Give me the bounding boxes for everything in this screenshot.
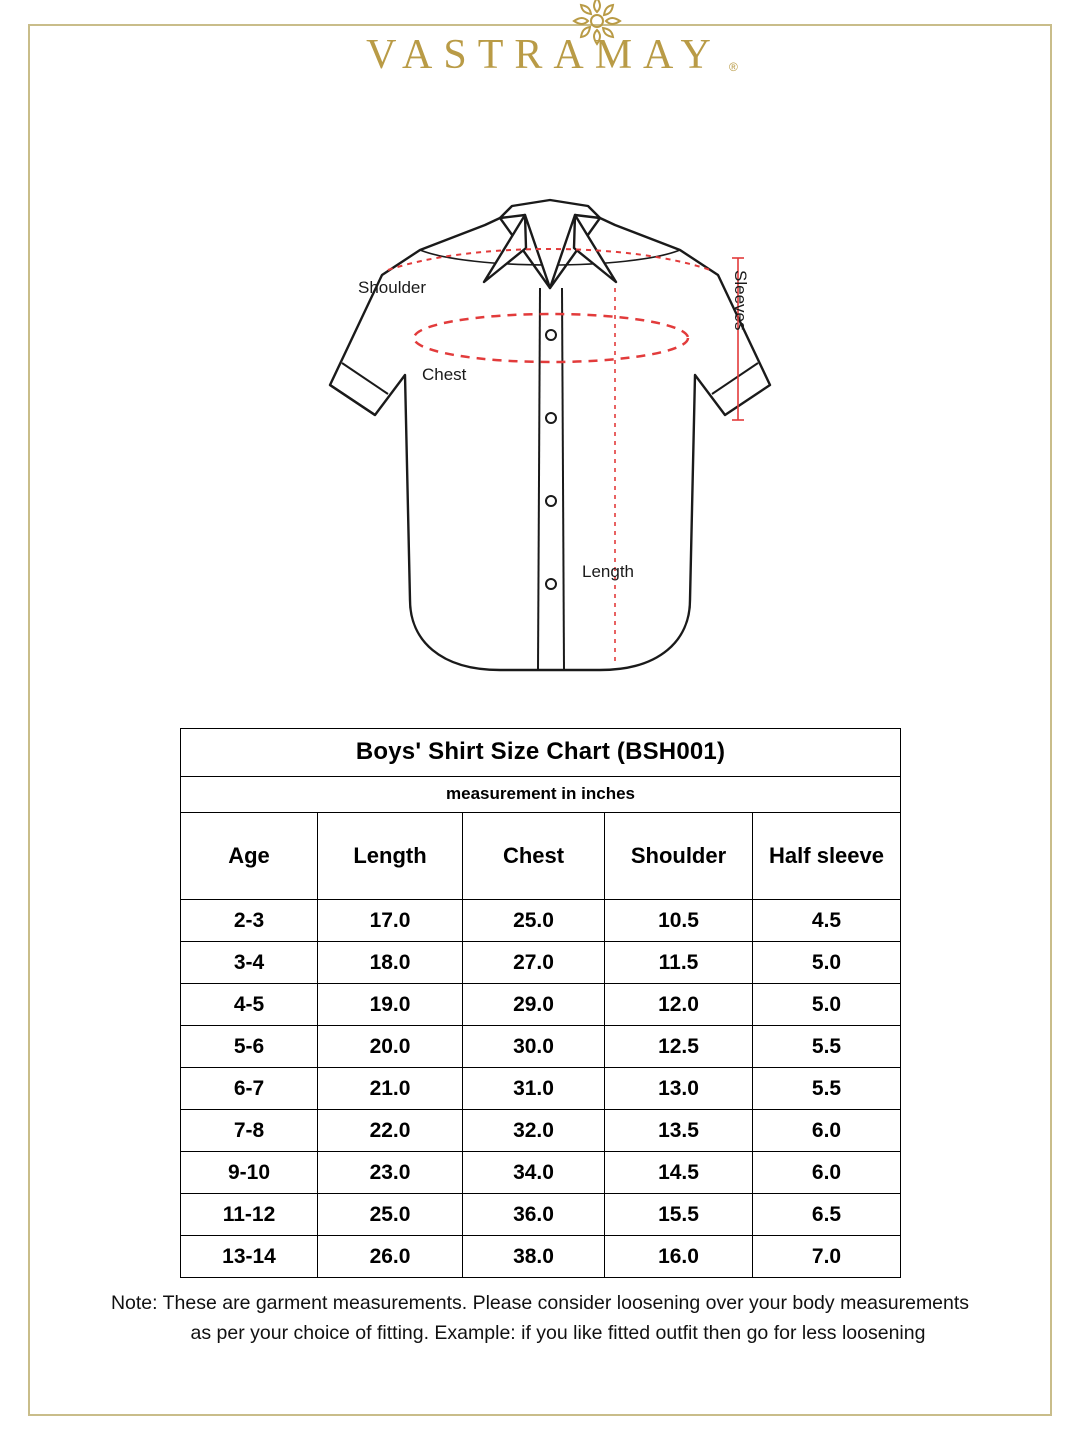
cell-age: 3-4 <box>181 942 318 984</box>
cell-shoulder: 12.0 <box>605 984 753 1026</box>
cell-age: 11-12 <box>181 1194 318 1236</box>
cell-shoulder: 13.5 <box>605 1110 753 1152</box>
cell-half-sleeve: 5.5 <box>753 1068 901 1110</box>
cell-shoulder: 15.5 <box>605 1194 753 1236</box>
table-title-row <box>181 729 901 777</box>
cell-length: 17.0 <box>318 900 463 942</box>
cell-age: 9-10 <box>181 1152 318 1194</box>
cell-chest: 25.0 <box>463 900 605 942</box>
cell-age: 13-14 <box>181 1236 318 1278</box>
cell-half-sleeve: 6.5 <box>753 1194 901 1236</box>
table-row <box>181 1152 901 1194</box>
column-header-age: Age <box>181 813 318 900</box>
cell-shoulder: 11.5 <box>605 942 753 984</box>
table-row <box>181 1236 901 1278</box>
cell-chest: 32.0 <box>463 1110 605 1152</box>
cell-age: 2-3 <box>181 900 318 942</box>
cell-chest: 27.0 <box>463 942 605 984</box>
brand-lockup <box>358 32 738 78</box>
cell-age: 4-5 <box>181 984 318 1026</box>
table-row <box>181 942 901 984</box>
cell-half-sleeve: 4.5 <box>753 900 901 942</box>
column-header-length: Length <box>318 813 463 900</box>
cell-half-sleeve: 6.0 <box>753 1110 901 1152</box>
cell-chest: 31.0 <box>463 1068 605 1110</box>
label-length: Length <box>582 562 634 581</box>
cell-half-sleeve: 5.5 <box>753 1026 901 1068</box>
table-row <box>181 900 901 942</box>
floral-emblem-icon <box>568 0 626 50</box>
cell-half-sleeve: 7.0 <box>753 1236 901 1278</box>
cell-length: 19.0 <box>318 984 463 1026</box>
label-shoulder: Shoulder <box>358 278 427 297</box>
cell-half-sleeve: 6.0 <box>753 1152 901 1194</box>
table-row <box>181 1194 901 1236</box>
cell-length: 26.0 <box>318 1236 463 1278</box>
table-subtitle-row <box>181 777 901 813</box>
registered-mark: ® <box>729 60 738 74</box>
note-line-2: as per your choice of fitting. Example: if you like fitted outfit then go for less loosening <box>190 1322 926 1345</box>
brand-name: VASTRAMAY <box>366 32 722 78</box>
cell-shoulder: 13.0 <box>605 1068 753 1110</box>
cell-chest: 38.0 <box>463 1236 605 1278</box>
table-subtitle: measurement in inches <box>181 777 901 813</box>
cell-chest: 30.0 <box>463 1026 605 1068</box>
table-row <box>181 1026 901 1068</box>
brand-header <box>0 34 1080 76</box>
cell-length: 25.0 <box>318 1194 463 1236</box>
cell-length: 18.0 <box>318 942 463 984</box>
footer-note <box>50 1288 1030 1348</box>
label-chest: Chest <box>422 365 467 384</box>
label-sleeves: Sleeves <box>731 270 750 331</box>
cell-shoulder: 10.5 <box>605 900 753 942</box>
cell-length: 20.0 <box>318 1026 463 1068</box>
column-header-half-sleeve: Half sleeve <box>753 813 901 900</box>
table-title: Boys' Shirt Size Chart (BSH001) <box>181 729 901 777</box>
cell-chest: 34.0 <box>463 1152 605 1194</box>
cell-chest: 29.0 <box>463 984 605 1026</box>
table-header-row <box>181 813 901 900</box>
cell-shoulder: 16.0 <box>605 1236 753 1278</box>
table-row <box>181 1068 901 1110</box>
cell-half-sleeve: 5.0 <box>753 984 901 1026</box>
size-chart-container <box>180 728 900 1278</box>
cell-shoulder: 14.5 <box>605 1152 753 1194</box>
cell-age: 5-6 <box>181 1026 318 1068</box>
table-row <box>181 984 901 1026</box>
cell-half-sleeve: 5.0 <box>753 942 901 984</box>
column-header-shoulder: Shoulder <box>605 813 753 900</box>
cell-chest: 36.0 <box>463 1194 605 1236</box>
shirt-diagram <box>270 170 830 700</box>
table-row <box>181 1110 901 1152</box>
note-line-1: Note: These are garment measurements. Please consider loosening over your body measurements <box>110 1292 970 1314</box>
cell-length: 23.0 <box>318 1152 463 1194</box>
cell-age: 7-8 <box>181 1110 318 1152</box>
cell-age: 6-7 <box>181 1068 318 1110</box>
size-chart-table <box>180 728 901 1278</box>
cell-length: 21.0 <box>318 1068 463 1110</box>
cell-shoulder: 12.5 <box>605 1026 753 1068</box>
cell-length: 22.0 <box>318 1110 463 1152</box>
column-header-chest: Chest <box>463 813 605 900</box>
